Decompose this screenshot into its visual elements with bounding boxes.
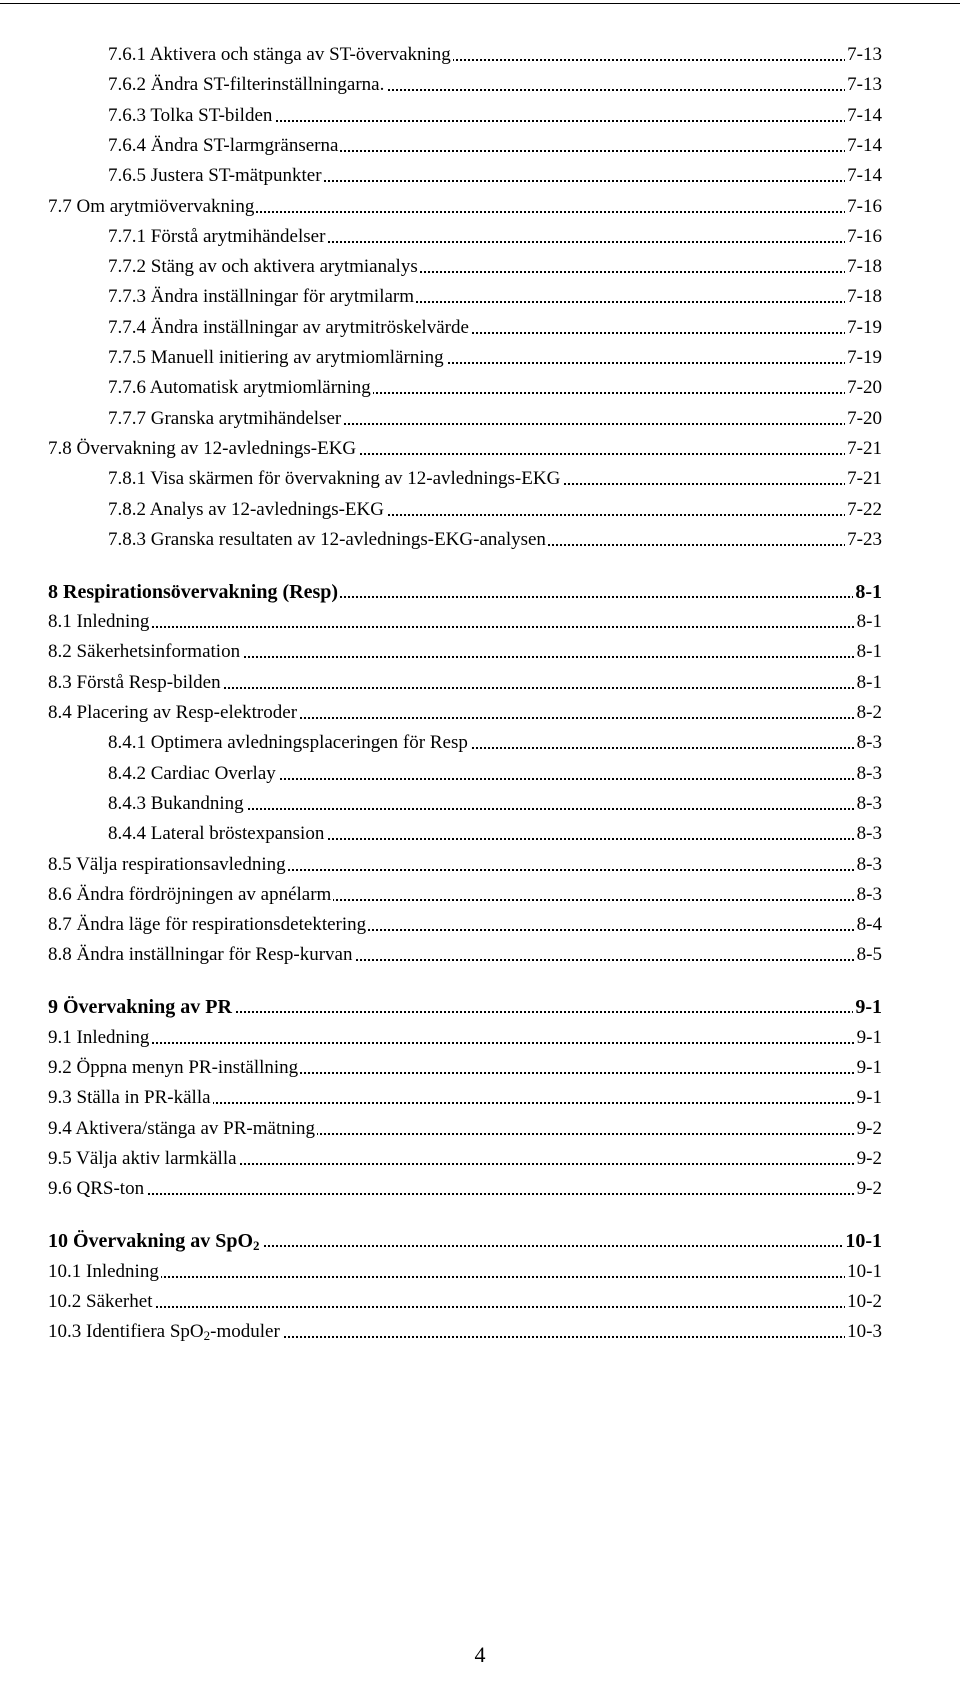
toc-entry-label xyxy=(108,282,416,312)
toc-leader-dots xyxy=(48,1276,878,1278)
toc-entry[interactable] xyxy=(0,940,960,970)
toc-entry-page: 8-5 xyxy=(855,940,882,970)
toc-entry-label xyxy=(48,940,354,970)
toc-entry-label xyxy=(48,1317,282,1351)
toc-entry-page: 8-2 xyxy=(855,698,882,728)
toc-entry-title: 8.4.4 Lateral bröstexpansion xyxy=(108,823,325,845)
toc-entry-label xyxy=(48,910,368,940)
toc-entry[interactable] xyxy=(0,880,960,910)
toc-entry[interactable] xyxy=(0,252,960,282)
toc-entry-title: 8.4 Placering av Resp-elektroder xyxy=(48,702,298,723)
toc-entry-label xyxy=(108,464,562,494)
toc-entry-title: 9.6 QRS-ton xyxy=(48,1178,145,1200)
toc-entry-title: 7.8.1 Visa skärmen för övervakning av 12-avlednings-EKG xyxy=(108,468,561,490)
toc-entry-label xyxy=(108,789,246,819)
toc-chapter-entry[interactable] xyxy=(0,992,960,1022)
toc-entry[interactable] xyxy=(0,819,960,849)
toc-entry-title: 9.4 Aktivera/stänga av PR-mätning xyxy=(48,1117,316,1139)
toc-entry[interactable] xyxy=(0,850,960,880)
toc-entry[interactable] xyxy=(0,161,960,191)
toc-entry-title: 9 Övervakning av PR xyxy=(48,996,232,1019)
toc-entry-title: 7.6.2 Ändra ST-filterinställningarna. xyxy=(108,74,385,96)
toc-entry[interactable] xyxy=(0,131,960,161)
toc-entry-label xyxy=(48,607,151,637)
toc-entry-page: 7-19 xyxy=(845,343,882,373)
toc-entry-page: 7-19 xyxy=(845,313,882,343)
toc-entry-page: 8-3 xyxy=(855,850,882,880)
toc-entry-label xyxy=(108,759,278,789)
toc-leader-dots xyxy=(48,626,878,628)
toc-entry-title: 8.1 Inledning xyxy=(48,611,150,633)
toc-entry-page: 8-3 xyxy=(855,759,882,789)
toc-entry[interactable] xyxy=(0,789,960,819)
toc-entry-title: 7.6.3 Tolka ST-bilden xyxy=(108,104,273,126)
toc-entry[interactable] xyxy=(0,1114,960,1144)
toc-entry-page: 10-1 xyxy=(843,1226,882,1256)
toc-entry-label xyxy=(48,434,358,464)
toc-entry-label xyxy=(48,1174,146,1204)
toc-entry-title: 9.1 Inledning xyxy=(48,1026,150,1048)
toc-entry-page: 8-1 xyxy=(855,607,882,637)
toc-entry[interactable] xyxy=(0,1174,960,1204)
toc-entry-page: 9-2 xyxy=(855,1174,882,1204)
toc-entry-page: 7-18 xyxy=(845,282,882,312)
toc-entry-title: 8.6 Ändra fördröjningen av apnélarm xyxy=(48,883,332,905)
toc-entry-page: 8-3 xyxy=(855,789,882,819)
toc-entry-label xyxy=(108,252,420,282)
toc-entry[interactable] xyxy=(0,1287,960,1317)
toc-entry-page: 7-20 xyxy=(845,373,882,403)
toc-entry-title: 7.6.4 Ändra ST-larmgränserna xyxy=(108,134,339,156)
toc-entry-title: 7.7.2 Stäng av och aktivera arytmianalys xyxy=(108,256,418,278)
toc-entry-page: 8-1 xyxy=(853,577,882,607)
toc-entry-label xyxy=(48,1144,239,1174)
toc-entry-page: 8-3 xyxy=(855,819,882,849)
toc-entry-label xyxy=(48,637,242,667)
toc-entry-page: 7-23 xyxy=(845,525,882,555)
toc-entry-label xyxy=(108,343,446,373)
toc-entry-page: 9-1 xyxy=(855,1023,882,1053)
toc-entry-label xyxy=(108,313,471,343)
toc-entry-title: 7.8.3 Granska resultaten av 12-avlednings-EKG-analysen xyxy=(108,528,546,550)
toc-entry-label xyxy=(108,819,326,849)
toc-leader-dots xyxy=(48,1042,878,1044)
toc-entry-page: 7-14 xyxy=(845,101,882,131)
toc-entry-label xyxy=(48,1287,154,1317)
toc-entry[interactable] xyxy=(0,759,960,789)
toc-entry-title: 7.7.1 Förstå arytmihändelser xyxy=(108,225,326,247)
toc-entry-page: 7-13 xyxy=(845,70,882,100)
toc-entry-label xyxy=(108,525,548,555)
toc-entry-label xyxy=(48,1257,161,1287)
toc-entry[interactable] xyxy=(0,1317,960,1347)
toc-entry-title: 7.6.5 Justera ST-mätpunkter xyxy=(108,165,322,187)
toc-entry-title: 7.8 Övervakning av 12-avlednings-EKG xyxy=(48,437,357,459)
toc-entry-title: 10.3 Identifiera SpO xyxy=(48,1321,204,1343)
toc-entry-label xyxy=(108,40,453,70)
toc-entry-page: 8-4 xyxy=(855,910,882,940)
toc-entry-label xyxy=(48,192,256,222)
toc-entry-label xyxy=(108,728,470,758)
toc-entry-page: 7-21 xyxy=(845,464,882,494)
toc-entry-label xyxy=(48,880,333,910)
toc-entry-label xyxy=(48,577,340,607)
toc-chapter-entry[interactable] xyxy=(0,577,960,607)
toc-entry[interactable] xyxy=(0,222,960,252)
toc-entry-label xyxy=(108,404,343,434)
toc-entry-label xyxy=(48,1083,213,1113)
toc-entry-label xyxy=(108,101,274,131)
toc-entry[interactable] xyxy=(0,192,960,222)
toc-entry-label xyxy=(48,668,223,698)
toc-entry-title: 7.7.7 Granska arytmihändelser xyxy=(108,407,342,429)
toc-entry[interactable] xyxy=(0,373,960,403)
toc-entry-title: 9.5 Välja aktiv larmkälla xyxy=(48,1147,237,1169)
toc-entry-page: 10-2 xyxy=(845,1287,882,1317)
toc-entry[interactable] xyxy=(0,910,960,940)
toc-entry[interactable] xyxy=(0,1023,960,1053)
toc-entry-label xyxy=(48,698,299,728)
toc-entry-page: 7-18 xyxy=(845,252,882,282)
toc-entry-label xyxy=(48,1023,151,1053)
toc-entry[interactable] xyxy=(0,343,960,373)
toc-entry-title: 7.7.4 Ändra inställningar av arytmitröskelvärde xyxy=(108,316,469,338)
toc-entry-title: 8.7 Ändra läge för respirationsdetektering xyxy=(48,914,367,936)
toc-entry-label xyxy=(48,850,288,880)
toc-entry-label xyxy=(108,495,386,525)
top-rule xyxy=(0,3,960,4)
toc-entry-title: 9.2 Öppna menyn PR-inställning xyxy=(48,1057,299,1078)
toc-entry-label xyxy=(108,373,373,403)
toc-entry-title: 10.2 Säkerhet xyxy=(48,1290,153,1312)
toc-entry-page: 9-1 xyxy=(855,1053,882,1083)
toc-entry[interactable] xyxy=(0,698,960,728)
toc-entry-title-suffix: -moduler xyxy=(210,1321,280,1343)
toc-entry-title: 8.8 Ändra inställningar för Resp-kurvan xyxy=(48,944,353,966)
toc-entry-page: 10-1 xyxy=(845,1257,882,1287)
toc-entry-page: 7-20 xyxy=(845,404,882,434)
toc-entry-title: 10.1 Inledning xyxy=(48,1260,159,1282)
toc-entry[interactable] xyxy=(0,607,960,637)
toc-entry[interactable] xyxy=(0,1144,960,1174)
toc-entry-page: 8-1 xyxy=(855,668,882,698)
toc-entry-page: 7-16 xyxy=(845,222,882,252)
toc-entry-page: 7-14 xyxy=(845,161,882,191)
toc-entry-title: 8.2 Säkerhetsinformation xyxy=(48,641,241,663)
toc-entry-page: 7-14 xyxy=(845,131,882,161)
toc-entry-title: 7.7.6 Automatisk arytmiomlärning xyxy=(108,377,371,399)
toc-entry-title: 7.7 Om arytmiövervakning xyxy=(48,195,255,217)
toc-entry-page: 9-2 xyxy=(855,1114,882,1144)
toc-entry[interactable] xyxy=(0,404,960,434)
toc-entry-label xyxy=(108,131,340,161)
toc-entry[interactable] xyxy=(0,728,960,758)
toc-entry-page: 8-3 xyxy=(855,880,882,910)
toc-entry[interactable] xyxy=(0,637,960,667)
toc-entry-page: 7-21 xyxy=(845,434,882,464)
toc-entry-page: 8-3 xyxy=(855,728,882,758)
toc-entry-title: 10 Övervakning av SpO xyxy=(48,1230,254,1253)
toc-entry-label xyxy=(48,1114,317,1144)
toc-entry[interactable] xyxy=(0,101,960,131)
toc-entry[interactable] xyxy=(0,495,960,525)
toc-entry[interactable] xyxy=(0,1083,960,1113)
toc-entry-label xyxy=(108,222,327,252)
toc-entry-title: 8.3 Förstå Resp-bilden xyxy=(48,671,221,693)
toc-entry-page: 9-1 xyxy=(853,992,882,1022)
toc-entry-title: 8.4.1 Optimera avledningsplaceringen för Resp xyxy=(108,732,468,754)
toc-entry[interactable] xyxy=(0,1257,960,1287)
toc-entry-title: 7.6.1 Aktivera och stänga av ST-övervakning xyxy=(108,44,451,65)
toc-entry-title: 8 Respirationsövervakning (Resp) xyxy=(48,580,339,603)
toc-chapter-entry[interactable] xyxy=(0,1226,960,1256)
toc-entry-label xyxy=(48,992,234,1022)
toc-entry-title: 9.3 Ställa in PR-källa xyxy=(48,1087,211,1109)
toc-leader-dots xyxy=(48,1306,878,1308)
toc-entry[interactable] xyxy=(0,313,960,343)
toc-entry-label xyxy=(108,70,386,100)
toc-entry-page: 7-22 xyxy=(845,495,882,525)
toc-entry-subscript: 2 xyxy=(203,1328,211,1344)
toc-entry[interactable] xyxy=(0,464,960,494)
toc-entry-page: 9-2 xyxy=(855,1144,882,1174)
toc-entry[interactable] xyxy=(0,668,960,698)
toc-entry-title: 7.7.5 Manuell initiering av arytmiomlärning xyxy=(108,347,444,368)
toc-entry-page: 8-1 xyxy=(855,637,882,667)
toc-entry[interactable] xyxy=(0,282,960,312)
toc-entry-title: 8.4.3 Bukandning xyxy=(108,792,244,814)
page-number: 4 xyxy=(474,1642,486,1667)
toc-entry-page: 7-16 xyxy=(845,192,882,222)
toc-entry-title: 8.5 Välja respirationsavledning xyxy=(48,853,286,875)
toc-entry-title: 7.8.2 Analys av 12-avlednings-EKG xyxy=(108,498,384,520)
toc-entry-page: 7-13 xyxy=(845,40,882,70)
toc-entry-title: 7.7.3 Ändra inställningar för arytmilarm xyxy=(108,286,415,308)
toc-entry-label xyxy=(108,161,324,191)
toc-entry[interactable] xyxy=(0,70,960,100)
toc-entry[interactable] xyxy=(0,1053,960,1083)
toc-entry[interactable] xyxy=(0,434,960,464)
toc-entry[interactable] xyxy=(0,40,960,70)
toc-entry-page: 10-3 xyxy=(845,1317,882,1347)
toc-entry-subscript: 2 xyxy=(253,1238,260,1254)
toc-entry[interactable] xyxy=(0,525,960,555)
toc-entry-title: 8.4.2 Cardiac Overlay xyxy=(108,762,276,784)
toc-entry-page: 9-1 xyxy=(855,1083,882,1113)
toc-leader-dots xyxy=(48,1193,878,1195)
toc-entry-label xyxy=(48,1053,300,1083)
